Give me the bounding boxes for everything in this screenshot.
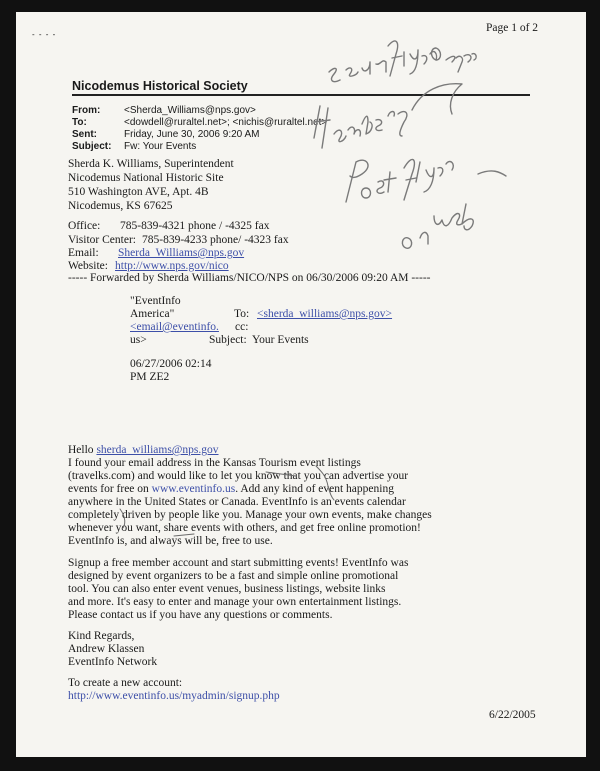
page-number: Page 1 of 2 [486, 22, 539, 34]
handwriting-hamberg-tail [412, 84, 462, 114]
from-value: <Sherda_Williams@nps.gov> [124, 105, 256, 116]
signature-address2: Nicodemus, KS 67625 [68, 200, 173, 212]
body-p2-line3: tool. You can also enter event venues, business listings, website links [68, 583, 386, 595]
body-p1-line6: whenever you want, share events with others, and get free online promotion! [68, 522, 421, 534]
from-label: From: [72, 105, 101, 116]
signature-name: Sherda K. Williams, Superintendent [68, 158, 234, 170]
fwd-cc-label: cc: [235, 321, 249, 333]
body-p1-line3-b: . Add any kind of event happening [235, 483, 394, 495]
body-p2-line5: Please contact us if you have any questions or comments. [68, 609, 333, 621]
fwd-subject-label: Subject: [209, 334, 247, 346]
handwriting-flyer [404, 159, 453, 200]
email-link[interactable]: Sherda_Williams@nps.gov [118, 247, 245, 259]
handwriting-hamberg [314, 106, 407, 148]
sent-label: Sent: [72, 129, 97, 140]
handwriting-flyers [388, 41, 437, 76]
fwd-from-email-link[interactable]: <email@eventinfo. [130, 321, 219, 333]
fwd-to-email-link[interactable]: <sherda_williams@nps.gov> [257, 308, 393, 320]
handwriting-web [434, 204, 473, 230]
eventinfo-link[interactable]: www.eventinfo.us [151, 483, 236, 495]
body-p1-line2: (travelks.com) and would like to let you know that you can advertise your [68, 470, 409, 482]
body-p2-line1: Signup a free member account and start submitting events! EventInfo was [68, 557, 409, 569]
sender-org: EventInfo Network [68, 656, 158, 668]
visitor-label: Visitor Center: [68, 234, 136, 246]
sender-name: Andrew Klassen [68, 643, 145, 655]
footer-date: 6/22/2005 [489, 709, 536, 721]
closing: Kind Regards, [68, 630, 135, 642]
scribble-mark-3 [120, 509, 125, 529]
subject-value: Fw: Your Events [124, 141, 197, 152]
scribble-mark-4 [174, 534, 194, 536]
org-title: Nicodemus Historical Society [72, 79, 248, 93]
handwriting-edgar [432, 48, 477, 72]
greeting-email-link[interactable]: sherda_williams@nps.gov [96, 444, 219, 456]
greeting-text: Hello [68, 444, 94, 456]
handwriting-on [402, 232, 428, 248]
create-account-label: To create a new account: [68, 677, 183, 689]
fwd-to-label: To: [234, 308, 250, 320]
sent-value: Friday, June 30, 2006 9:20 AM [124, 129, 260, 140]
website-link[interactable]: http://www.nps.gov/nico [115, 260, 229, 272]
email-label: Email: [68, 247, 99, 259]
corner-mark: - - - - [32, 30, 57, 39]
handwriting-web-tail [478, 171, 506, 176]
body-p1-line4: anywhere in the United States or Canada. EventInfo is an events calendar [68, 496, 406, 508]
body-p1-line1: I found your email address in the Kansas Tourism event listings [68, 457, 361, 469]
handwriting-send [329, 61, 386, 82]
scribble-mark-2 [316, 466, 334, 500]
office-label: Office: [68, 220, 101, 232]
fwd-time: PM ZE2 [130, 371, 170, 383]
fwd-subject-value: Your Events [252, 334, 309, 346]
fwd-date: 06/27/2006 02:14 [130, 358, 212, 370]
signature-address1: 510 Washington AVE, Apt. 4B [68, 186, 209, 198]
to-value: <dowdell@ruraltel.net>; <nichis@ruraltel.net> [124, 117, 328, 128]
body-p2-line2: designed by event organizers to be a fast and simple online promotional [68, 570, 399, 582]
fwd-from-line2: America" [130, 308, 175, 320]
scribble-mark-1 [266, 472, 296, 476]
handwriting-post [346, 160, 396, 202]
website-label: Website: [68, 260, 108, 272]
subject-label: Subject: [72, 141, 112, 152]
signup-link[interactable]: http://www.eventinfo.us/myadmin/signup.php [68, 690, 280, 702]
visitor-value: 785-839-4233 phone/ -4323 fax [142, 234, 289, 246]
body-p1-line7: EventInfo is, and always will be, free to use. [68, 535, 273, 547]
handwritten-annotations [16, 12, 586, 757]
forward-line: ----- Forwarded by Sherda Williams/NICO/NPS on 06/30/2006 09:20 AM ----- [68, 272, 431, 284]
fwd-from-line1: "EventInfo [130, 295, 181, 307]
to-label: To: [72, 117, 87, 128]
body-p1-line5: completely driven by people like you. Manage your own events, make changes [68, 509, 432, 521]
document-page [16, 12, 586, 757]
body-p1-line3-a: events for free on [68, 483, 149, 495]
office-value: 785-839-4321 phone / -4325 fax [120, 220, 270, 232]
signature-site: Nicodemus National Historic Site [68, 172, 224, 184]
body-p2-line4: and more. It's easy to enter and manage your own entertainment listings. [68, 596, 402, 608]
fwd-from-line4: us> [130, 334, 147, 346]
